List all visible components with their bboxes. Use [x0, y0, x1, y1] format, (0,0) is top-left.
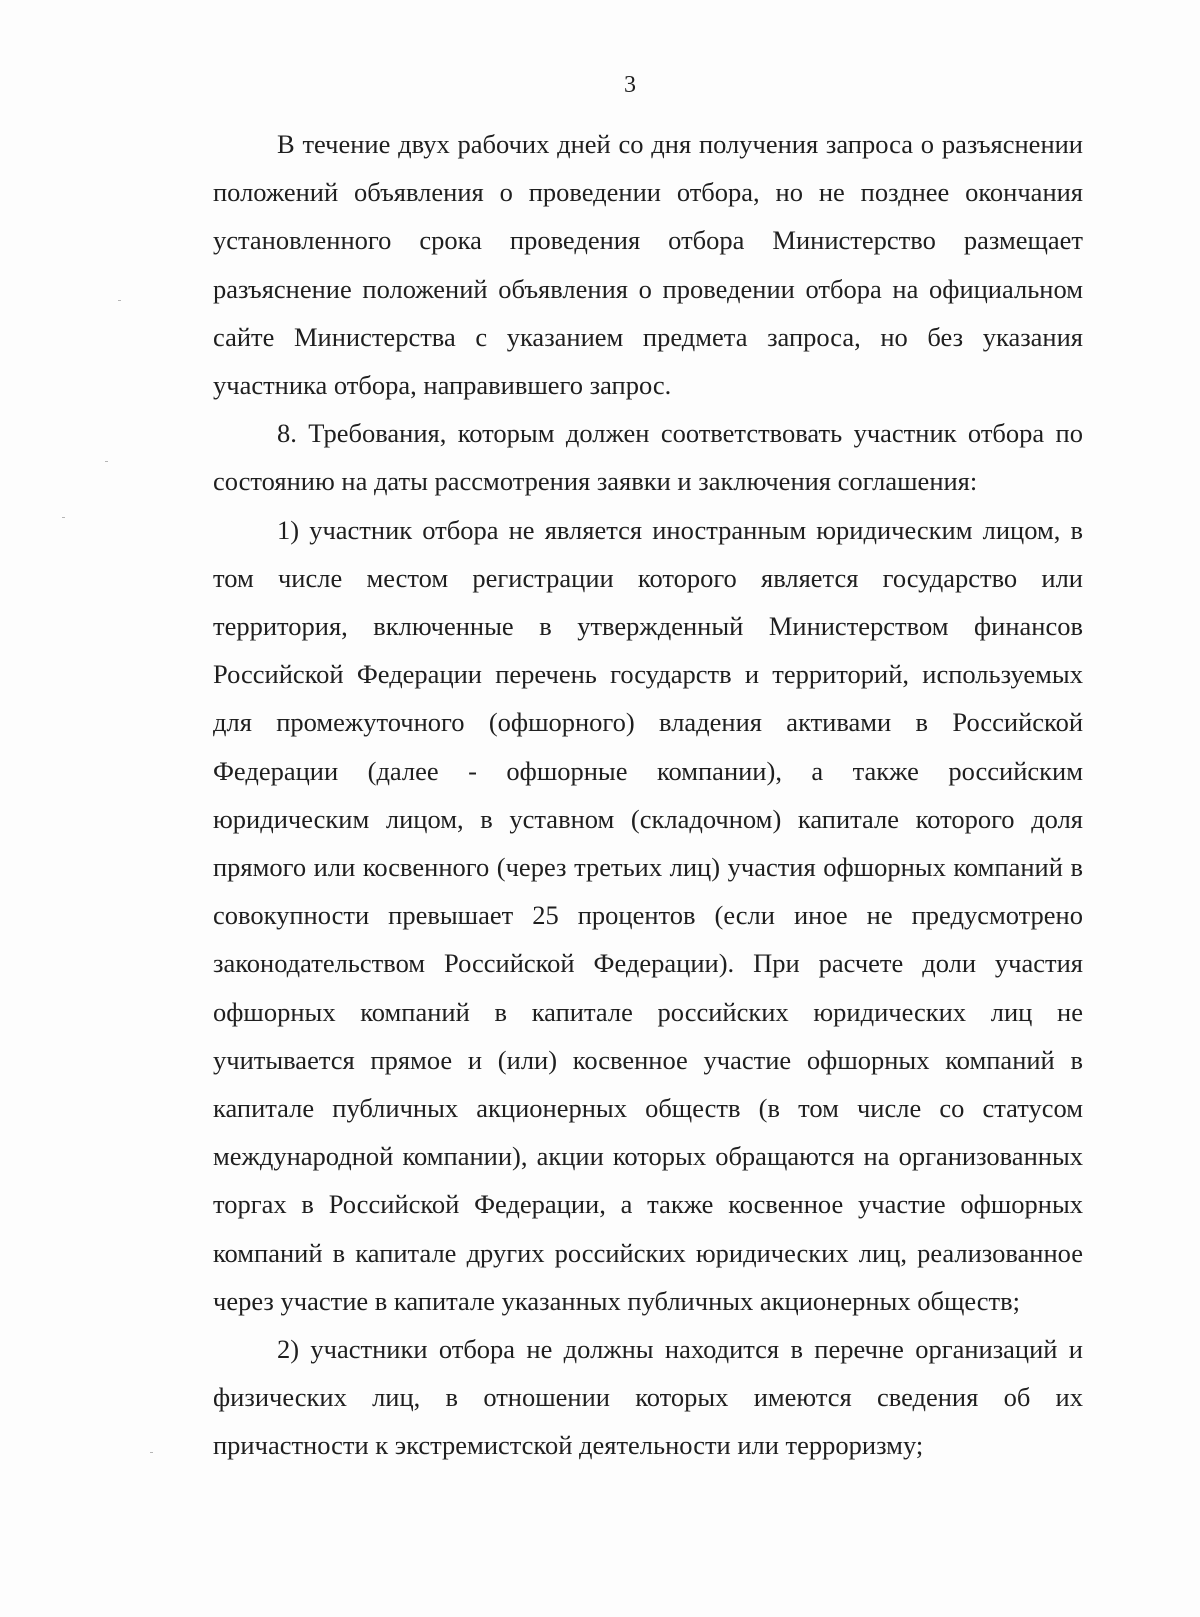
paragraph-requirements: 8. Требования, которым должен соответствовать участник отбора по состоянию на даты рассмотрения заявки и заключения соглашения:: [213, 418, 1083, 497]
scan-speck: [118, 300, 121, 301]
scan-speck: [105, 461, 108, 462]
paragraph-item-2: 2) участники отбора не должны находится в перечне организаций и физических лиц, в отношении которых имеются сведения об их причастности к экстремистской деятельности или терроризму;: [213, 1334, 1083, 1461]
document-body: [213, 120, 1083, 1470]
paragraph-clarification: В течение двух рабочих дней со дня получения запроса о разъяснении положений объявления о проведении отбора, но не позднее окончания установленного срока проведения отбора Министерство размещает разъяснение положений объявления о проведении отбора на официальном сайте Министерства с указанием предмета запроса, но без указания участника отбора, направившего запрос.: [213, 129, 1083, 401]
scan-speck: [150, 1452, 153, 1453]
paragraph-item-1: 1) участник отбора не является иностранным юридическим лицом, в том числе местом регистрации которого является государство или территория, включенные в утвержденный Министерством финансов Российской Федерации перечень государств и территорий, используемых для промежуточного (офшорного) владения активами в Российской Федерации (далее - офшорные компании), а также российским юридическим лицом, в уставном (складочном) капитале которого доля прямого или косвенного (через третьих лиц) участия офшорных компаний в совокупности превышает 25 процентов (если иное не предусмотрено законодательством Российской Федерации). При расчете доли участия офшорных компаний в капитале российских юридических лиц не учитывается прямое и (или) косвенное участие офшорных компаний в капитале публичных акционерных обществ (в том числе со статусом международной компании), акции которых обращаются на организованных торгах в Российской Федерации, а также косвенное участие офшорных компаний в капитале других российских юридических лиц, реализованное через участие в капитале указанных публичных акционерных обществ;: [213, 514, 1083, 1316]
page-number: 3: [624, 72, 636, 98]
scan-speck: [62, 517, 65, 518]
